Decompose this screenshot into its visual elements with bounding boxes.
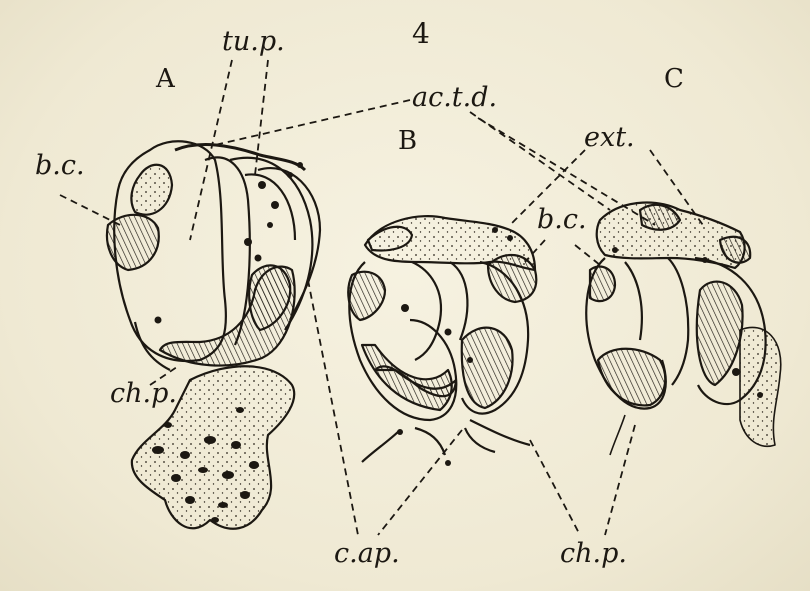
panel-label-c: C	[664, 64, 684, 94]
panel-b-drawing	[348, 216, 536, 466]
label-ch-p-a: ch.p.	[110, 378, 177, 409]
figure-number: 4	[412, 17, 430, 50]
leader-c-ap-2	[378, 430, 462, 535]
label-ac-t-d: ac.t.d.	[412, 82, 498, 113]
label-b-c-b: b.c.	[537, 204, 587, 235]
panel-a-drawing	[107, 141, 320, 528]
leader-tu-p-1	[190, 60, 232, 240]
label-c-ap: c.ap.	[334, 538, 400, 569]
panel-c-drawing	[586, 203, 780, 455]
label-tu-p: tu.p.	[222, 26, 285, 57]
leader-ch-p-b	[530, 440, 580, 535]
label-ch-p-bc: ch.p.	[560, 538, 627, 569]
label-b-c-a: b.c.	[35, 150, 85, 181]
leader-ac-t-d-a	[215, 100, 410, 145]
leader-b-c-a	[60, 195, 120, 225]
label-ext: ext.	[584, 122, 635, 153]
leader-b-c-c	[575, 245, 600, 265]
panel-label-a: A	[156, 64, 175, 94]
leader-ch-p-c	[605, 425, 635, 535]
panel-label-b: B	[398, 126, 418, 156]
